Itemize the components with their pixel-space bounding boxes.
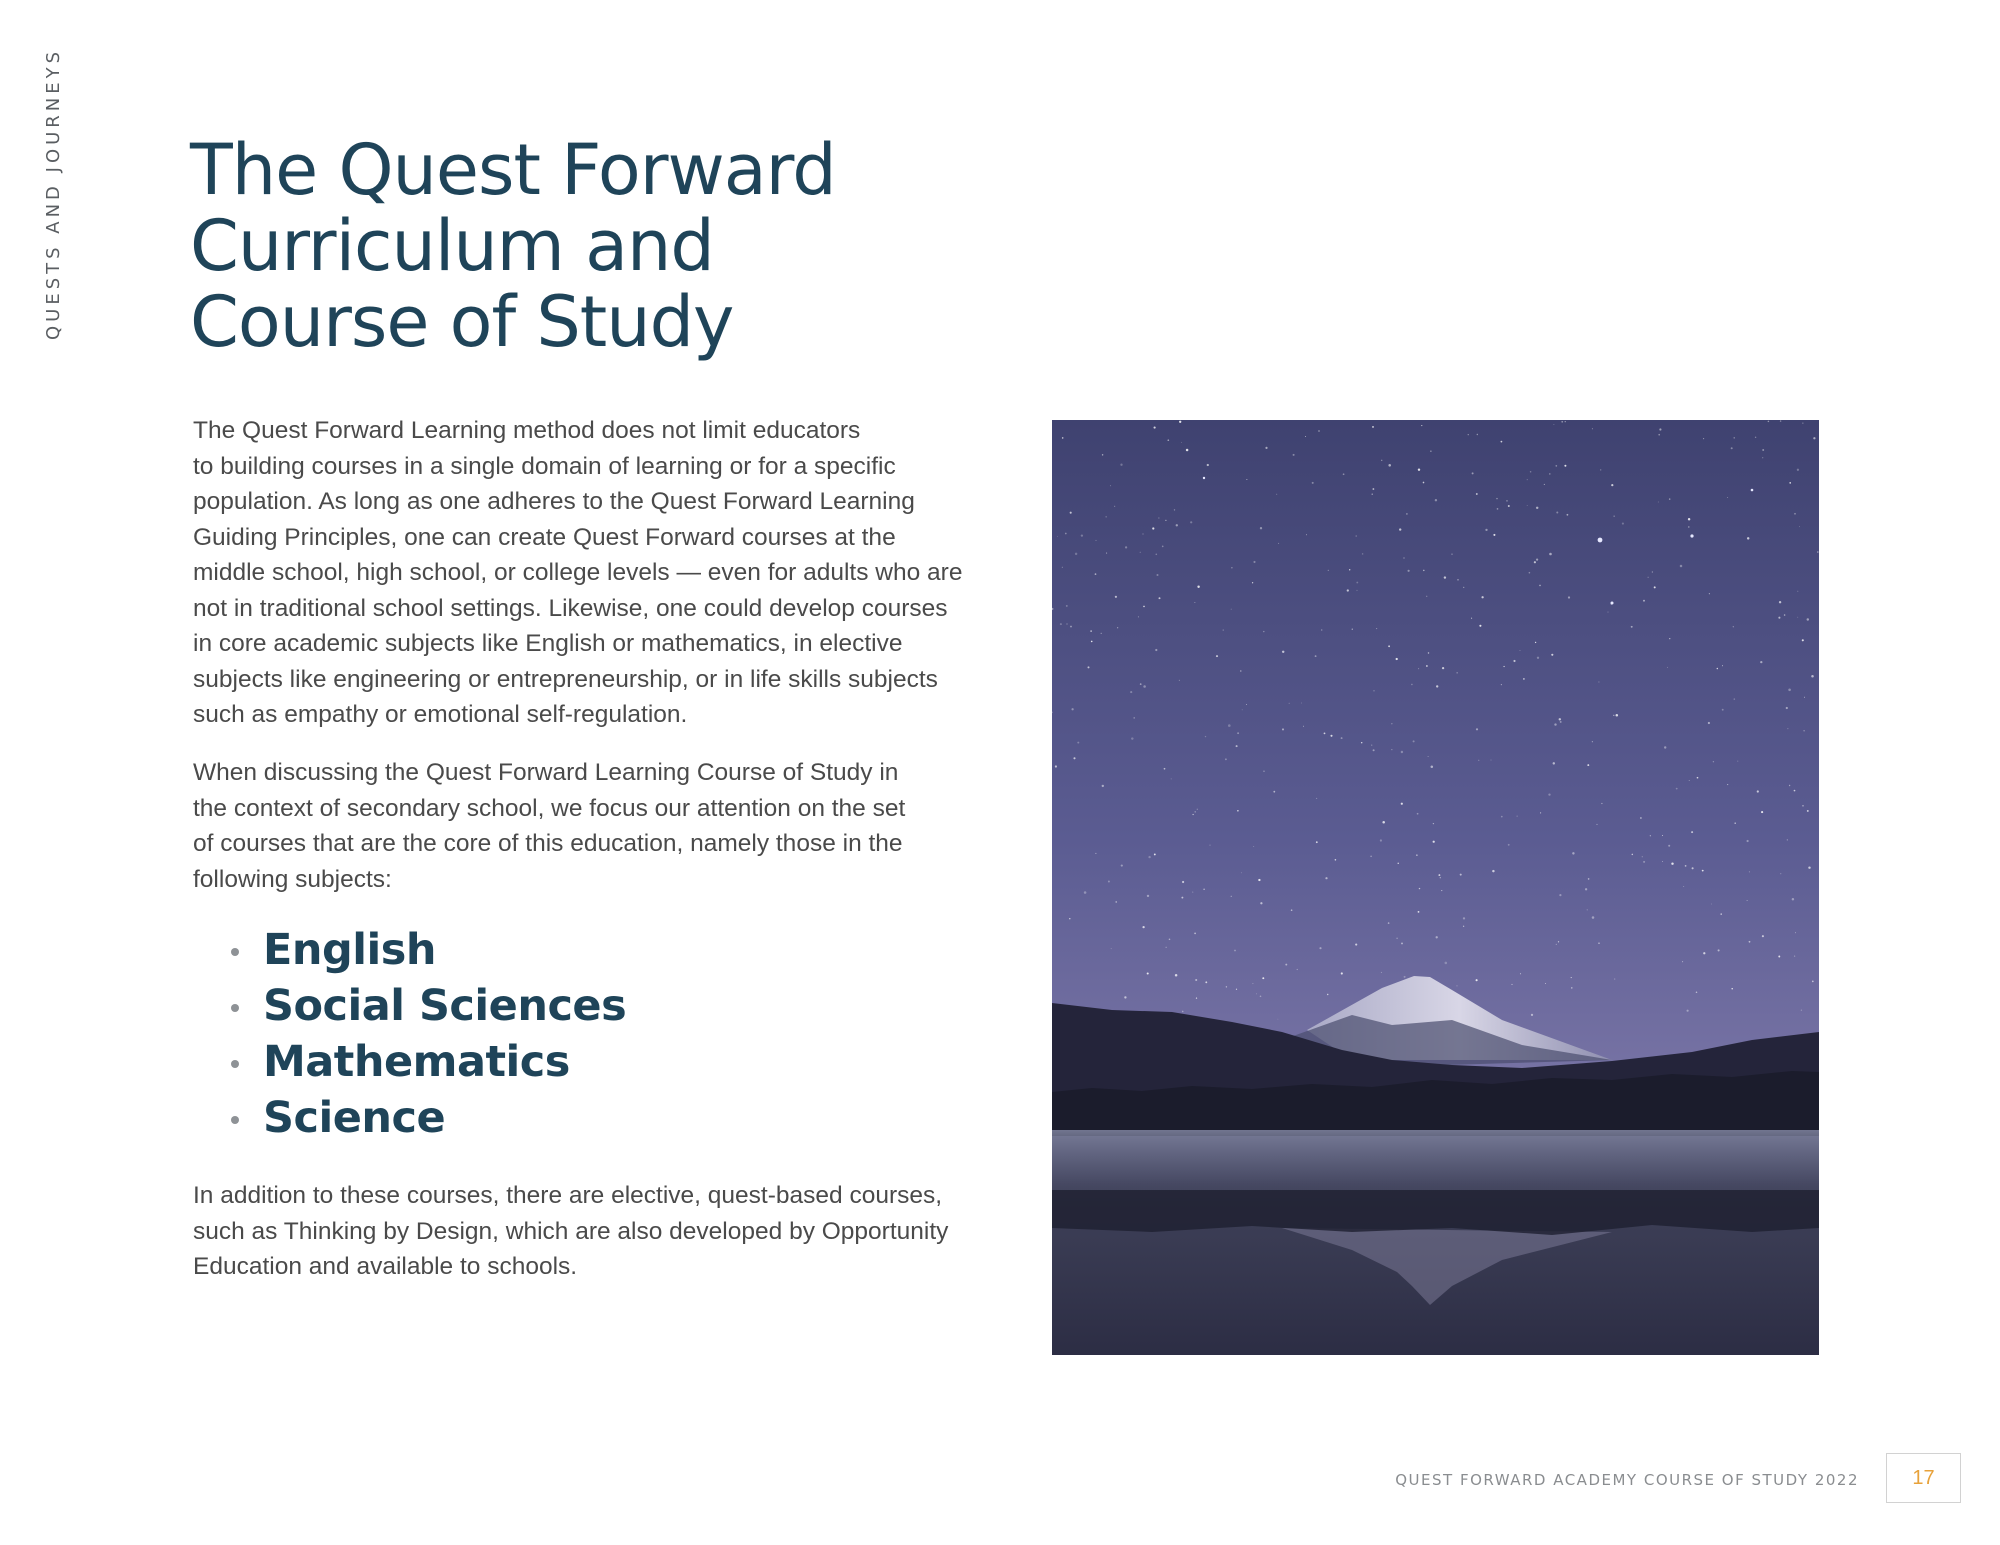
closing-paragraph	[193, 1178, 973, 1285]
subject-item	[225, 1090, 626, 1146]
text-line: Education and available to schools.	[193, 1253, 578, 1280]
text-line: of courses that are the core of this education, namely those in the	[193, 830, 903, 857]
subject-label: Social Sciences	[263, 981, 627, 1031]
bullet-icon	[231, 1004, 239, 1012]
treeline-reflection	[1052, 1190, 1819, 1235]
footer-publication: QUEST FORWARD ACADEMY COURSE OF STUDY 2022	[1395, 1471, 1859, 1489]
subject-item	[225, 922, 626, 978]
page-title-line: Course of Study	[190, 281, 734, 363]
text-line: to building courses in a single domain of learning or for a specific	[193, 452, 896, 480]
text-line: such as Thinking by Design, which are also developed by Opportunity	[193, 1217, 949, 1245]
bullet-icon	[231, 1116, 239, 1124]
text-line: middle school, high school, or college levels — even for adults who are	[193, 559, 963, 586]
mountain-lake-photo	[1052, 420, 1819, 1355]
subject-list	[225, 922, 626, 1146]
text-line: in core academic subjects like English or mathematics, in elective	[193, 630, 903, 657]
page-number: 17	[1886, 1453, 1961, 1503]
text-line: subjects like engineering or entrepreneurship, or in life skills subjects	[193, 665, 938, 693]
subject-item	[225, 1034, 626, 1090]
bullet-icon	[231, 948, 239, 956]
page-title	[190, 129, 1010, 363]
text-line: The Quest Forward Learning method does not limit educators	[193, 417, 861, 444]
text-line: Guiding Principles, one can create Quest Forward courses at the	[193, 523, 896, 551]
intro-paragraph	[193, 413, 973, 733]
subject-label: Science	[263, 1093, 446, 1143]
subject-label: Mathematics	[263, 1037, 570, 1087]
subject-label: English	[263, 925, 436, 975]
text-line: When discussing the Quest Forward Learning Course of Study in	[193, 759, 899, 786]
section-label: QUESTS AND JOURNEYS	[43, 47, 64, 340]
discussion-paragraph	[193, 755, 973, 897]
text-line: In addition to these courses, there are elective, quest-based courses,	[193, 1182, 943, 1209]
text-line: not in traditional school settings. Likewise, one could develop courses	[193, 594, 948, 622]
text-line: population. As long as one adheres to the Quest Forward Learning	[193, 488, 915, 515]
text-line: following subjects:	[193, 865, 392, 893]
mist	[1052, 1130, 1819, 1185]
page-title-line: The Quest Forward	[190, 129, 836, 211]
bullet-icon	[231, 1060, 239, 1068]
text-line: such as empathy or emotional self-regulation.	[193, 701, 688, 728]
text-line: the context of secondary school, we focus our attention on the set	[193, 794, 906, 822]
page-title-line: Curriculum and	[190, 205, 714, 287]
subject-item	[225, 978, 626, 1034]
